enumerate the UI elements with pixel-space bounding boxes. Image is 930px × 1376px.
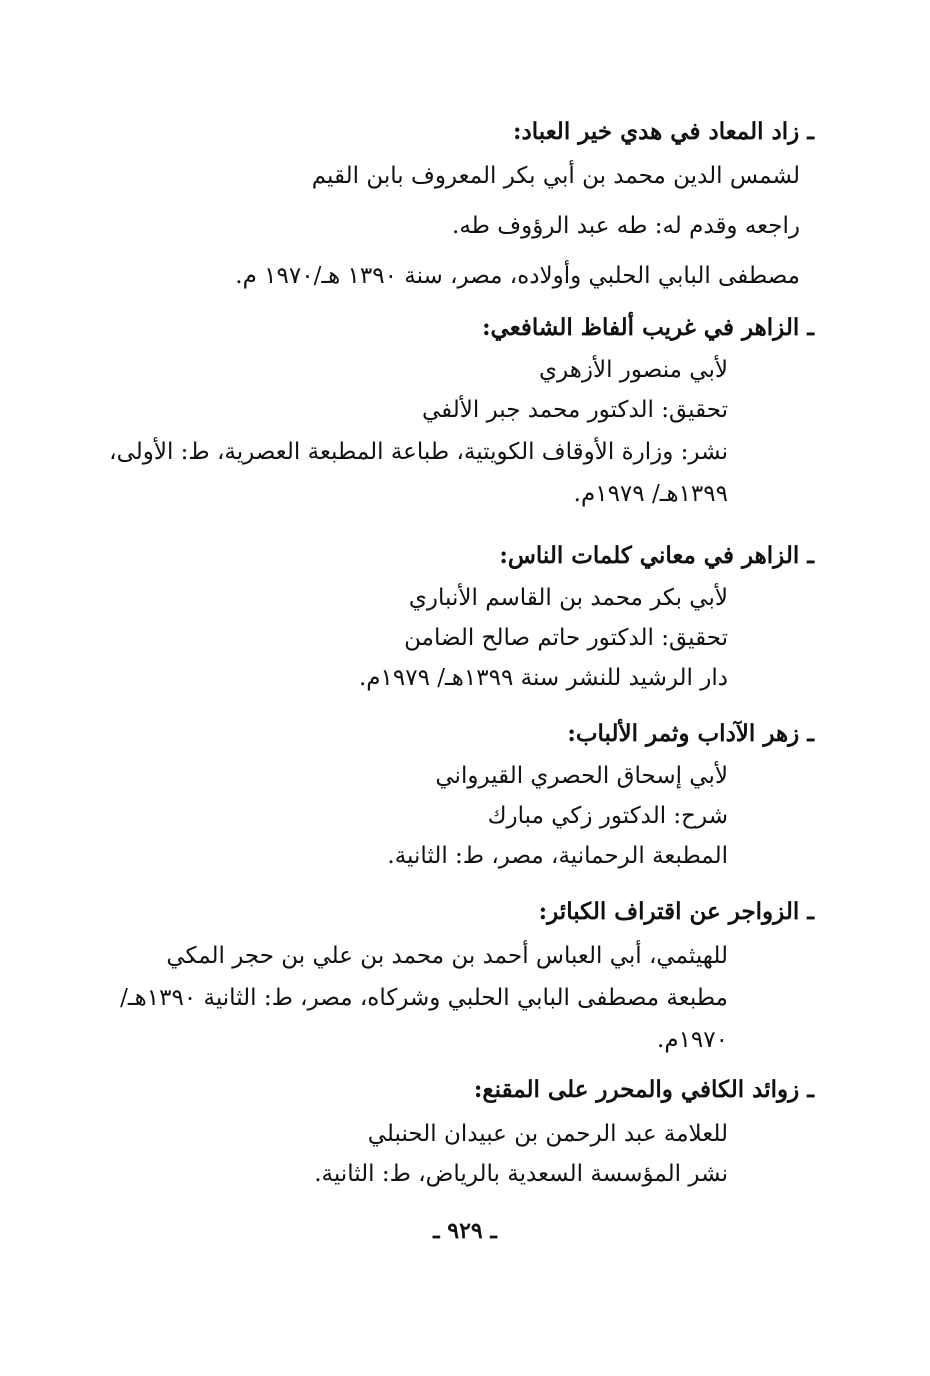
entry-line: دار الرشيد للنشر سنة ١٣٩٩هـ/ ١٩٧٩م.	[358, 665, 728, 691]
entry-line: نشر المؤسسة السعدية بالرياض، ط: الثانية.	[314, 1161, 728, 1187]
entry-line: لأبي بكر محمد بن القاسم الأنباري	[408, 585, 728, 611]
entry-line: تحقيق: الدكتور محمد جبر الألفي	[421, 397, 728, 423]
entry-line: تحقيق: الدكتور حاتم صالح الضامن	[404, 625, 728, 651]
entry-line: مطبعة مصطفى البابي الحلبي وشركاه، مصر، ط: الثانية ١٣٩٠هـ/	[120, 985, 728, 1011]
entry-line: نشر: وزارة الأوقاف الكويتية، طباعة المطبعة العصرية، ط: الأولى،	[109, 439, 728, 465]
entry-line: راجعه وقدم له: طه عبد الرؤوف طه.	[452, 213, 800, 239]
entry-title: ـ الزاهر في معاني كلمات الناس:	[499, 542, 814, 569]
entry-line: ١٩٧٠م.	[657, 1027, 728, 1053]
entry-line: ١٣٩٩هـ/ ١٩٧٩م.	[573, 481, 728, 507]
entry-title: ـ الزواجر عن اقتراف الكبائر:	[538, 898, 814, 925]
entry-line: للهيثمي، أبي العباس أحمد بن محمد بن علي بن حجر المكي	[166, 943, 728, 969]
entry-title: ـ زهر الآداب وثمر الألباب:	[567, 720, 814, 747]
entry-line: شرح: الدكتور زكي مبارك	[487, 803, 728, 829]
entry-title: ـ زاد المعاد في هدي خير العباد:	[513, 118, 814, 145]
entry-line: المطبعة الرحمانية، مصر، ط: الثانية.	[387, 843, 728, 869]
entry-line: مصطفى البابي الحلبي وأولاده، مصر، سنة ١٣٩٠ هـ/١٩٧٠ م.	[235, 263, 800, 289]
page-number: ـ ٩٢٩ ـ	[433, 1218, 497, 1244]
entry-line: لشمس الدين محمد بن أبي بكر المعروف بابن القيم	[311, 163, 800, 189]
entry-line: للعلامة عبد الرحمن بن عبيدان الحنبلي	[367, 1121, 728, 1147]
entry-title: ـ زوائد الكافي والمحرر على المقنع:	[473, 1076, 814, 1103]
entry-line: لأبي إسحاق الحصري القيرواني	[435, 763, 728, 789]
entry-title: ـ الزاهر في غريب ألفاظ الشافعي:	[482, 314, 814, 341]
entry-line: لأبي منصور الأزهري	[539, 357, 728, 383]
